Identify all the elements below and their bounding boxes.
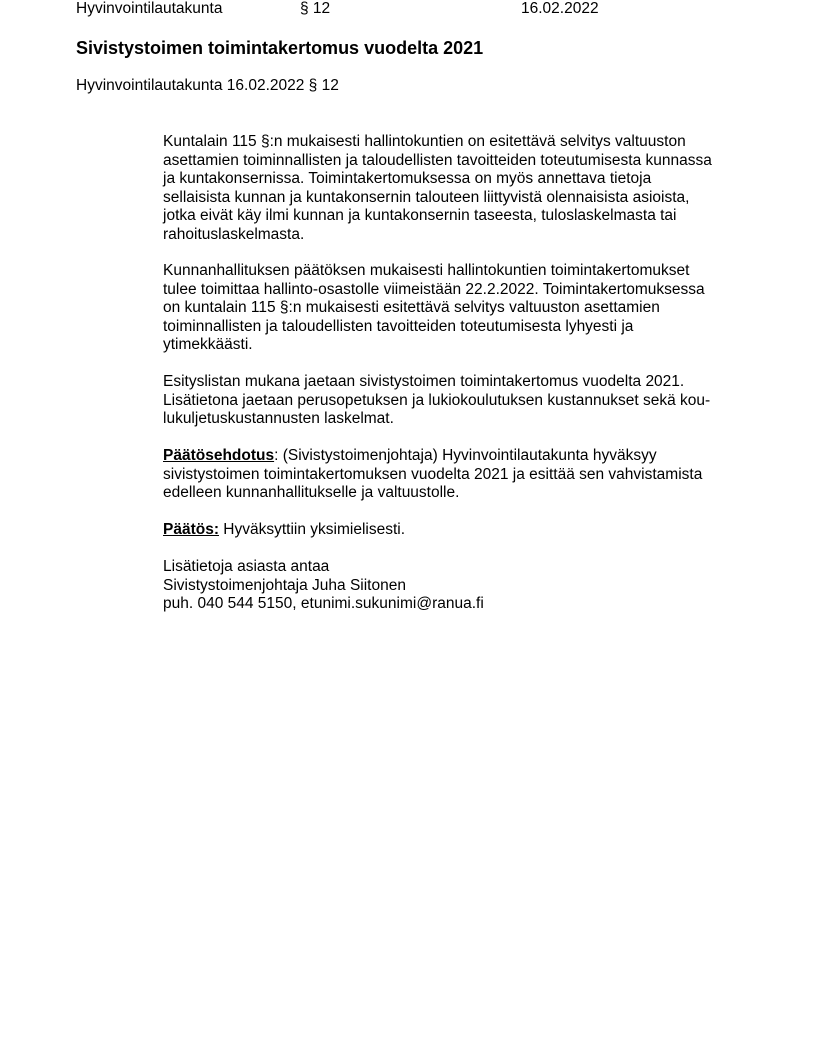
- header-body: Hyvinvointilautakunta: [76, 0, 223, 17]
- decision-proposal: [163, 447, 702, 503]
- text-line: Kunnanhallituksen päätöksen mukaisesti hallintokuntien toimintakertomukset: [163, 262, 690, 279]
- text-line: asettamien toiminnallisten ja taloudellisten tavoitteiden toteutumisesta kunnassa: [163, 151, 712, 169]
- text-line: Lisätietona jaetaan perusopetuksen ja lukiokoulutuksen kustannukset sekä kou-: [163, 391, 711, 409]
- decision: [163, 521, 405, 540]
- paragraph-1: [163, 133, 712, 244]
- text-line: Lisätietoja asiasta antaa: [163, 558, 330, 575]
- text-line: sellaisista kunnan ja kuntakonsernin talouteen liittyvistä olennaisista asioista,: [163, 188, 690, 206]
- text-line: : (Sivistystoimenjohtaja) Hyvinvointilautakunta hyväksyy: [274, 447, 657, 464]
- document-title: Sivistystoimen toimintakertomus vuodelta 2021: [76, 38, 484, 58]
- meeting-reference: Hyvinvointilautakunta 16.02.2022 § 12: [76, 77, 339, 94]
- paragraph-3: [163, 373, 710, 429]
- text-line: ja kuntakonsernissa. Toimintakertomuksessa on myös annettava tietoja: [163, 170, 652, 187]
- text-line: jotka eivät käy ilmi kunnan ja kuntakonsernin taseesta, tuloslaskelmasta tai: [163, 207, 677, 224]
- text-line: Kuntalain 115 §:n mukaisesti hallintokuntien on esitettävä selvitys valtuuston: [163, 133, 686, 150]
- header-date: 16.02.2022: [521, 0, 599, 17]
- text-line: ytimekkäästi.: [163, 336, 253, 353]
- header-section: § 12: [300, 0, 331, 17]
- text-line: Esityslistan mukana jaetaan sivistystoimen toimintakertomus vuodelta 2021.: [163, 373, 685, 390]
- text-line: rahoituslaskelmasta.: [163, 225, 305, 243]
- text-line: puh. 040 544 5150, etunimi.sukunimi@ranua.fi: [163, 595, 484, 612]
- text-line: edelleen kunnanhallitukselle ja valtuustolle.: [163, 484, 460, 501]
- proposal-label: Päätösehdotus: [163, 447, 275, 464]
- text-line: Sivistystoimenjohtaja Juha Siitonen: [163, 576, 406, 594]
- decision-label: Päätös:: [163, 521, 219, 538]
- text-line: on kuntalain 115 §:n mukaisesti esitettävä selvitys valtuuston asettamien: [163, 299, 660, 316]
- text-line: tulee toimittaa hallinto-osastolle viimeistään 22.2.2022. Toimintakertomuksessa: [163, 280, 705, 298]
- text-line: sivistystoimen toimintakertomuksen vuodelta 2021 ja esittää sen vahvistamista: [163, 465, 703, 483]
- text-line: lukuljetuskustannusten laskelmat.: [163, 410, 394, 427]
- contact-info: [163, 558, 484, 614]
- decision-text: Hyväksyttiin yksimielisesti.: [219, 521, 406, 538]
- text-line: toiminnallisten ja taloudellisten tavoitteiden toteutumisesta lyhyesti ja: [163, 317, 634, 335]
- paragraph-2: [163, 262, 705, 355]
